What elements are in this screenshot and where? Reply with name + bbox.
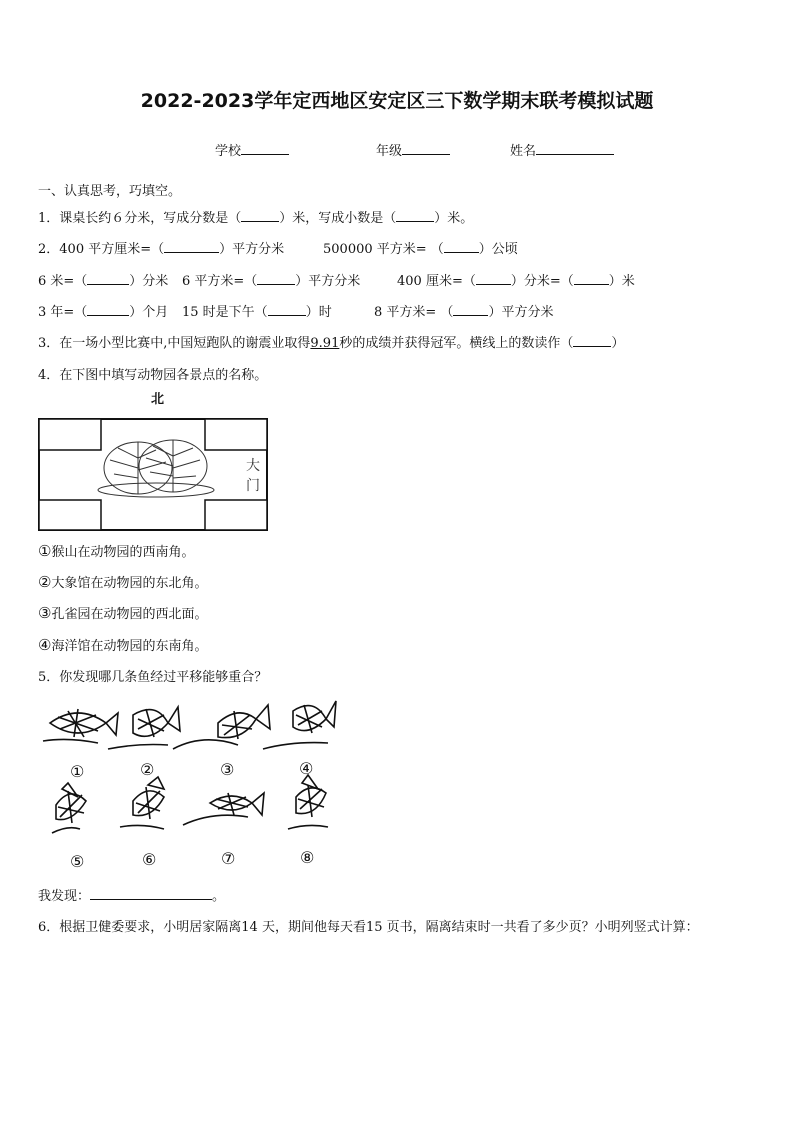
- fish-label-7: ⑦: [221, 849, 236, 868]
- q1-text-c: ）米。: [434, 211, 474, 226]
- q4-item-4: [38, 635, 207, 654]
- gate-char-2: 门: [246, 478, 260, 494]
- question-4-stem: 4．在下图中填写动物园各景点的名称。: [38, 368, 268, 383]
- q2-e-mid: ）分米=（: [510, 274, 574, 289]
- school-blank[interactable]: [241, 141, 289, 155]
- q4-item-3: [38, 603, 207, 622]
- question-2-row-2a: [38, 270, 168, 289]
- fish-figure: [38, 693, 338, 873]
- q2-b-pre: 500000 平方米= （: [323, 242, 444, 257]
- name-blank[interactable]: [536, 141, 614, 155]
- q3-number: 9.91: [310, 336, 340, 351]
- q2-blank-e1[interactable]: [476, 271, 511, 285]
- q4-item-4-text: 海洋馆在动物园的东南角。: [51, 639, 208, 654]
- q2-a-post: ）平方分米: [219, 242, 285, 257]
- fish-icon-7: [183, 793, 264, 825]
- q4-item-1: [38, 541, 194, 560]
- q5-answer: [38, 885, 225, 904]
- q2-a-pre: 2．400 平方厘米=（: [38, 242, 165, 257]
- north-label: 北: [151, 392, 165, 407]
- q4-item-4-num: ④: [38, 636, 52, 654]
- q4-item-2-num: ②: [38, 573, 52, 591]
- q1-text-a: 1．课桌长约６分米，写成分数是（: [38, 211, 242, 226]
- zoo-box-nw[interactable]: [39, 419, 101, 450]
- q4-item-2-text: 大象馆在动物园的东北角。: [51, 576, 208, 591]
- q2-g-pre: 15 时是下午（: [182, 305, 268, 320]
- name-label: 姓名: [510, 144, 537, 159]
- grade-blank[interactable]: [402, 141, 450, 155]
- q2-g-post: ）时: [305, 305, 332, 320]
- q5-answer-label: 我发现：: [38, 889, 91, 904]
- question-2-row-1b: [323, 238, 518, 257]
- fish-label-3: ③: [220, 760, 235, 779]
- question-2-row-2b: [182, 270, 360, 289]
- question-2-row-2c: [397, 270, 635, 289]
- school-label: 学校: [215, 144, 242, 159]
- q2-f-pre: 3 年=（: [38, 305, 88, 320]
- q3-text-a: 3．在一场小型比赛中,中国短跑队的谢震业取得: [38, 336, 311, 351]
- question-6: 6．根据卫健委要求，小明居家隔离14 天，期间他每天看15 页书，隔离结束时一共看了多少页？小明列竖式计算：: [38, 920, 699, 935]
- q2-c-pre: 6 米=（: [38, 274, 88, 289]
- q2-b-post: ）公顷: [478, 242, 518, 257]
- q2-c-post: ）分米: [129, 274, 169, 289]
- fish-icon-8: [288, 775, 328, 829]
- q2-blank-h[interactable]: [453, 302, 488, 316]
- fish-label-2: ②: [140, 760, 155, 779]
- question-3: [38, 332, 624, 351]
- section-heading: 一、认真思考，巧填空。: [38, 184, 182, 199]
- q2-h-pre: 8 平方米= （: [374, 305, 454, 320]
- q2-blank-c[interactable]: [87, 271, 129, 285]
- q1-text-b: ）米，写成小数是（: [279, 211, 397, 226]
- question-2-row-3a: [38, 301, 168, 320]
- fish-icon-6: [120, 777, 164, 829]
- q3-blank[interactable]: [573, 333, 611, 347]
- q2-f-post: ）个月: [129, 305, 169, 320]
- lake-icon: [98, 440, 214, 497]
- zoo-map: [38, 418, 270, 532]
- q2-e-post: ）米: [608, 274, 635, 289]
- zoo-box-se[interactable]: [205, 500, 267, 530]
- q2-blank-d[interactable]: [257, 271, 295, 285]
- question-2-row-1: [38, 238, 284, 257]
- q2-blank-e2[interactable]: [574, 271, 609, 285]
- q4-item-1-text: 猴山在动物园的西南角。: [51, 545, 195, 560]
- grade-field: [376, 140, 450, 159]
- q1-blank-2[interactable]: [396, 208, 434, 222]
- q2-h-post: ）平方分米: [488, 305, 554, 320]
- q3-text-c: ）: [611, 336, 625, 351]
- q2-blank-f[interactable]: [87, 302, 129, 316]
- question-2-row-3b: [182, 301, 332, 320]
- question-5-stem: 5．你发现哪几条鱼经过平移能够重合？: [38, 670, 268, 685]
- q2-d-post: ）平方分米: [295, 274, 361, 289]
- school-field: [215, 140, 289, 159]
- fish-label-6: ⑥: [142, 850, 157, 869]
- fish-label-8: ⑧: [300, 848, 315, 867]
- fish-icon-3: [173, 705, 270, 749]
- fish-icon-5: [52, 783, 86, 833]
- q4-item-3-text: 孔雀园在动物园的西北面。: [51, 607, 208, 622]
- q2-blank-a[interactable]: [164, 239, 219, 253]
- gate-char-1: 大: [246, 458, 260, 474]
- grade-label: 年级: [376, 144, 403, 159]
- q2-blank-b[interactable]: [444, 239, 479, 253]
- fish-icon-1: [43, 709, 118, 743]
- fish-icon-2: [108, 707, 180, 749]
- q1-blank-1[interactable]: [241, 208, 279, 222]
- name-field: [510, 140, 614, 159]
- question-1: [38, 207, 473, 226]
- q2-e-pre: 400 厘米=（: [397, 274, 476, 289]
- fish-icon-4: [263, 701, 336, 749]
- zoo-box-ne[interactable]: [205, 419, 267, 450]
- q4-item-1-num: ①: [38, 542, 52, 560]
- fish-label-5: ⑤: [70, 852, 85, 871]
- q3-text-b: 秒的成绩并获得冠军。横线上的数读作（: [339, 336, 574, 351]
- fish-label-1: ①: [70, 762, 85, 781]
- fish-label-4: ④: [299, 759, 314, 778]
- q5-answer-end: 。: [212, 889, 226, 904]
- q4-item-3-num: ③: [38, 604, 52, 622]
- page-title: 2022-2023学年定西地区安定区三下数学期末联考模拟试题: [140, 90, 654, 112]
- q2-d-pre: 6 平方米=（: [182, 274, 258, 289]
- q2-blank-g[interactable]: [268, 302, 306, 316]
- question-2-row-3c: [374, 301, 553, 320]
- q5-answer-blank[interactable]: [90, 886, 212, 900]
- q4-item-2: [38, 572, 207, 591]
- zoo-box-sw[interactable]: [39, 500, 101, 530]
